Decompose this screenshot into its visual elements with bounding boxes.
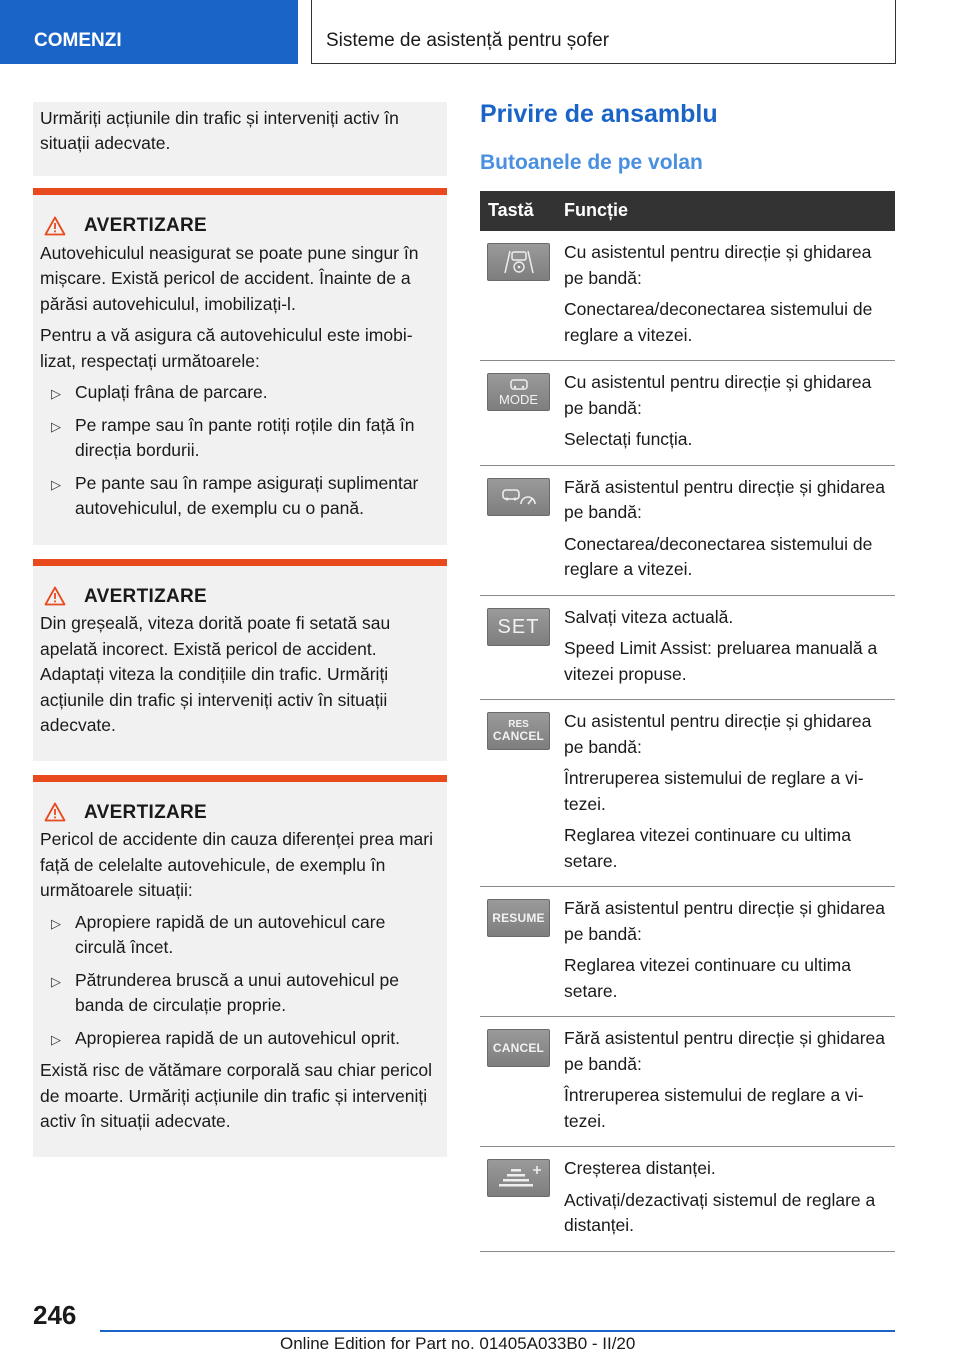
warning-title: AVERTIZARE	[84, 215, 207, 236]
triangle-bullet-icon: ▷	[51, 915, 61, 931]
column-header-key: Tastă	[480, 191, 564, 231]
resume-button-icon: RESUME	[487, 899, 550, 937]
function-text: Cu asistentul pentru direcție și ghidarea pe bandă:	[564, 242, 872, 288]
function-text: Speed Limit Assist: preluarea manuală a vitezei propuse.	[564, 638, 878, 684]
warning-triangle-icon	[44, 802, 66, 822]
column-header-function: Funcție	[564, 191, 895, 231]
triangle-bullet-icon: ▷	[51, 418, 61, 434]
list-item: ▷ Pătrunderea bruscă a unui autovehicul pe banda de circulație proprie.	[51, 969, 399, 1015]
chapter-tab	[0, 0, 298, 64]
intro-note	[33, 102, 447, 176]
function-text: Întreruperea sistemului de reglare a vitezei.	[564, 1085, 864, 1131]
list-item: ▷ Pe pante sau în rampe asigurați suplimentar autovehiculul, de exemplu cu o pană.	[51, 472, 419, 518]
buttons-table	[480, 191, 895, 1252]
driving-assist-toggle-icon	[487, 243, 550, 281]
warning-list	[40, 380, 439, 522]
function-text: Cu asistentul pentru direcție și ghidarea pe bandă:	[564, 711, 872, 757]
warning-text: Din greșeală, viteza dorită poate fi setată sau apelată incorect. Există pericol de accident. Adaptați viteza la condițiile din trafic. Urmăriți acțiunile din trafic și interveniți activ în situații adecvate.	[40, 613, 391, 735]
function-text: Fără asistentul pentru direcție și ghidarea pe bandă:	[564, 898, 886, 944]
triangle-bullet-icon: ▷	[51, 476, 61, 492]
table-header-row	[480, 191, 895, 231]
function-text: Fără asistentul pentru direcție și ghidarea pe bandă:	[564, 1028, 886, 1074]
warning-box-3	[33, 775, 447, 1157]
warning-closing: Există risc de vătămare corporală sau chiar pericol de moarte. Urmăriți acțiunile din trafic și interveniți activ în situații adecvate.	[40, 1060, 432, 1131]
warning-box-1	[33, 188, 447, 545]
triangle-bullet-icon: ▷	[51, 386, 61, 401]
warning-box-2	[33, 559, 447, 761]
cruise-control-toggle-icon	[487, 478, 550, 516]
table-row	[480, 231, 895, 361]
table-row	[480, 465, 895, 595]
list-item: ▷ Cuplați frâna de parcare.	[40, 380, 439, 406]
list-item: ▷ Apropierea rapidă de un autovehicul oprit.	[40, 1026, 439, 1052]
function-text: Reglarea vitezei continuare cu ultima setare.	[564, 825, 851, 871]
subsection-title: Butoanele de pe volan	[480, 151, 703, 174]
table-row	[480, 361, 895, 466]
triangle-bullet-icon: ▷	[51, 973, 61, 989]
function-text: Întreruperea sistemului de reglare a vitezei.	[564, 768, 864, 814]
warning-triangle-icon	[44, 216, 66, 236]
table-row	[480, 700, 895, 887]
function-text: Conectarea/deconectarea sistemului de reglare a vitezei.	[564, 533, 873, 579]
warning-list	[40, 910, 439, 1052]
table-row	[480, 1017, 895, 1147]
table-row	[480, 1147, 895, 1252]
warning-triangle-icon	[44, 586, 66, 606]
res-cancel-button-icon: RES CANCEL	[487, 712, 550, 750]
function-text: Reglarea vitezei continuare cu ultima setare.	[564, 955, 851, 1001]
list-item: ▷ Pe rampe sau în pante rotiți roțile din față în direcția bordurii.	[51, 414, 415, 460]
warning-text: Autovehiculul neasigurat se poate pune singur în mișcare. Există pericol de accident. Înainte de a părăsi autovehiculul, imobilizați-l.	[40, 242, 419, 314]
right-column	[480, 100, 895, 1252]
mode-button-icon: MODE	[487, 373, 550, 411]
table-row	[480, 887, 895, 1017]
triangle-bullet-icon: ▷	[51, 1031, 61, 1047]
function-text: Creșterea distanței.	[564, 1158, 716, 1178]
function-text: Activați/dezactivați sistemul de reglare a distanței.	[564, 1189, 876, 1235]
edition-note: Online Edition for Part no. 01405A033B0 - II/20	[280, 1334, 636, 1353]
set-button-icon: SET	[487, 608, 550, 646]
warning-text: Pentru a vă asigura că autovehiculul este imobilizat, respectați următoarele:	[40, 325, 413, 371]
function-text: Salvați viteza actuală.	[564, 606, 734, 627]
list-item: ▷ Apropiere rapidă de un autovehicul care circulă încet.	[51, 911, 386, 957]
distance-increase-icon	[487, 1159, 550, 1197]
function-text: Selectați funcția.	[564, 429, 693, 449]
warning-title: AVERTIZARE	[84, 801, 207, 823]
table-row	[480, 595, 895, 700]
warning-title: AVERTIZARE	[84, 585, 207, 607]
chapter-label: COMENZI	[34, 30, 122, 51]
left-column	[33, 102, 447, 1157]
footer-divider	[100, 1330, 895, 1332]
function-text: Cu asistentul pentru direcție și ghidarea pe bandă:	[564, 372, 872, 418]
function-text: Fără asistentul pentru direcție și ghidarea pe bandă:	[564, 476, 886, 522]
page-number: 246	[33, 1300, 77, 1330]
cancel-button-icon: CANCEL	[487, 1029, 550, 1067]
page-title: Privire de ansamblu	[480, 100, 718, 128]
section-title-box	[311, 0, 896, 64]
intro-text: Urmăriți acțiunile din trafic și interveniți activ în situații adecvate.	[40, 108, 399, 153]
warning-text: Pericol de accidente din cauza diferenței prea mari față de celelalte autovehicule, de exemplu în următoarele situații:	[40, 829, 433, 900]
section-title: Sisteme de asistență pentru șofer	[326, 30, 610, 51]
function-text: Conectarea/deconectarea sistemului de reglare a vitezei.	[564, 299, 873, 345]
